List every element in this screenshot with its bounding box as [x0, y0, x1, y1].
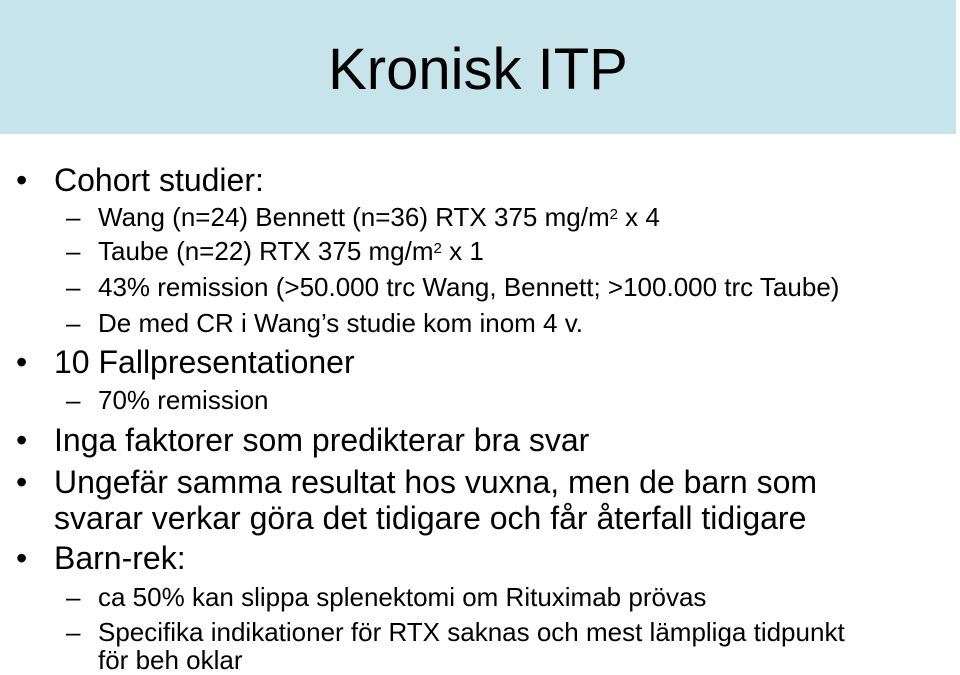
- bullet-text: 10 Fallpresentationer: [54, 344, 355, 380]
- bullet-text: Barn-rek:: [54, 540, 186, 576]
- bullet-icon: •: [16, 464, 28, 500]
- dash-icon: –: [66, 308, 81, 338]
- dash-icon: –: [66, 617, 81, 647]
- bullet-icon: •: [16, 162, 28, 198]
- bullet-text: svarar verkar göra det tidigare och får återfall tidigare: [54, 500, 807, 536]
- bullet-icon: •: [16, 422, 28, 458]
- sub-item-text: för beh oklar: [98, 645, 243, 675]
- bullet-text: Inga faktorer som predikterar bra svar: [54, 422, 590, 458]
- bullet-text: Cohort studier:: [54, 162, 264, 198]
- sub-item-text: Taube (n=22) RTX 375 $mg/m^2$ x 1: [98, 236, 484, 266]
- sub-item-text: 43% remission (>50.000 trc Wang, Bennett; >100.000 trc Taube): [98, 272, 840, 302]
- sub-item-text: De med CR i Wang’s studie kom inom 4 v.: [98, 308, 584, 338]
- dash-icon: –: [66, 202, 81, 232]
- dash-icon: –: [66, 236, 81, 266]
- sub-item-text: ca 50% kan slippa splenektomi om Rituximab prövas: [98, 582, 707, 612]
- dash-icon: –: [66, 272, 81, 302]
- dash-icon: –: [66, 385, 81, 415]
- dash-icon: –: [66, 582, 81, 612]
- bullet-icon: •: [16, 344, 28, 380]
- sub-item-text: Specifika indikationer för RTX saknas och mest lämpliga tidpunkt: [98, 617, 845, 647]
- bullet-text: Ungefär samma resultat hos vuxna, men de barn som: [54, 464, 818, 500]
- slide-title: Kronisk ITP: [328, 37, 628, 102]
- sub-item-text: Wang (n=24) Bennett (n=36) RTX 375 $mg/m^2$ x 4: [98, 202, 660, 232]
- sub-item-text: 70% remission: [98, 385, 269, 415]
- bullet-icon: •: [16, 540, 28, 576]
